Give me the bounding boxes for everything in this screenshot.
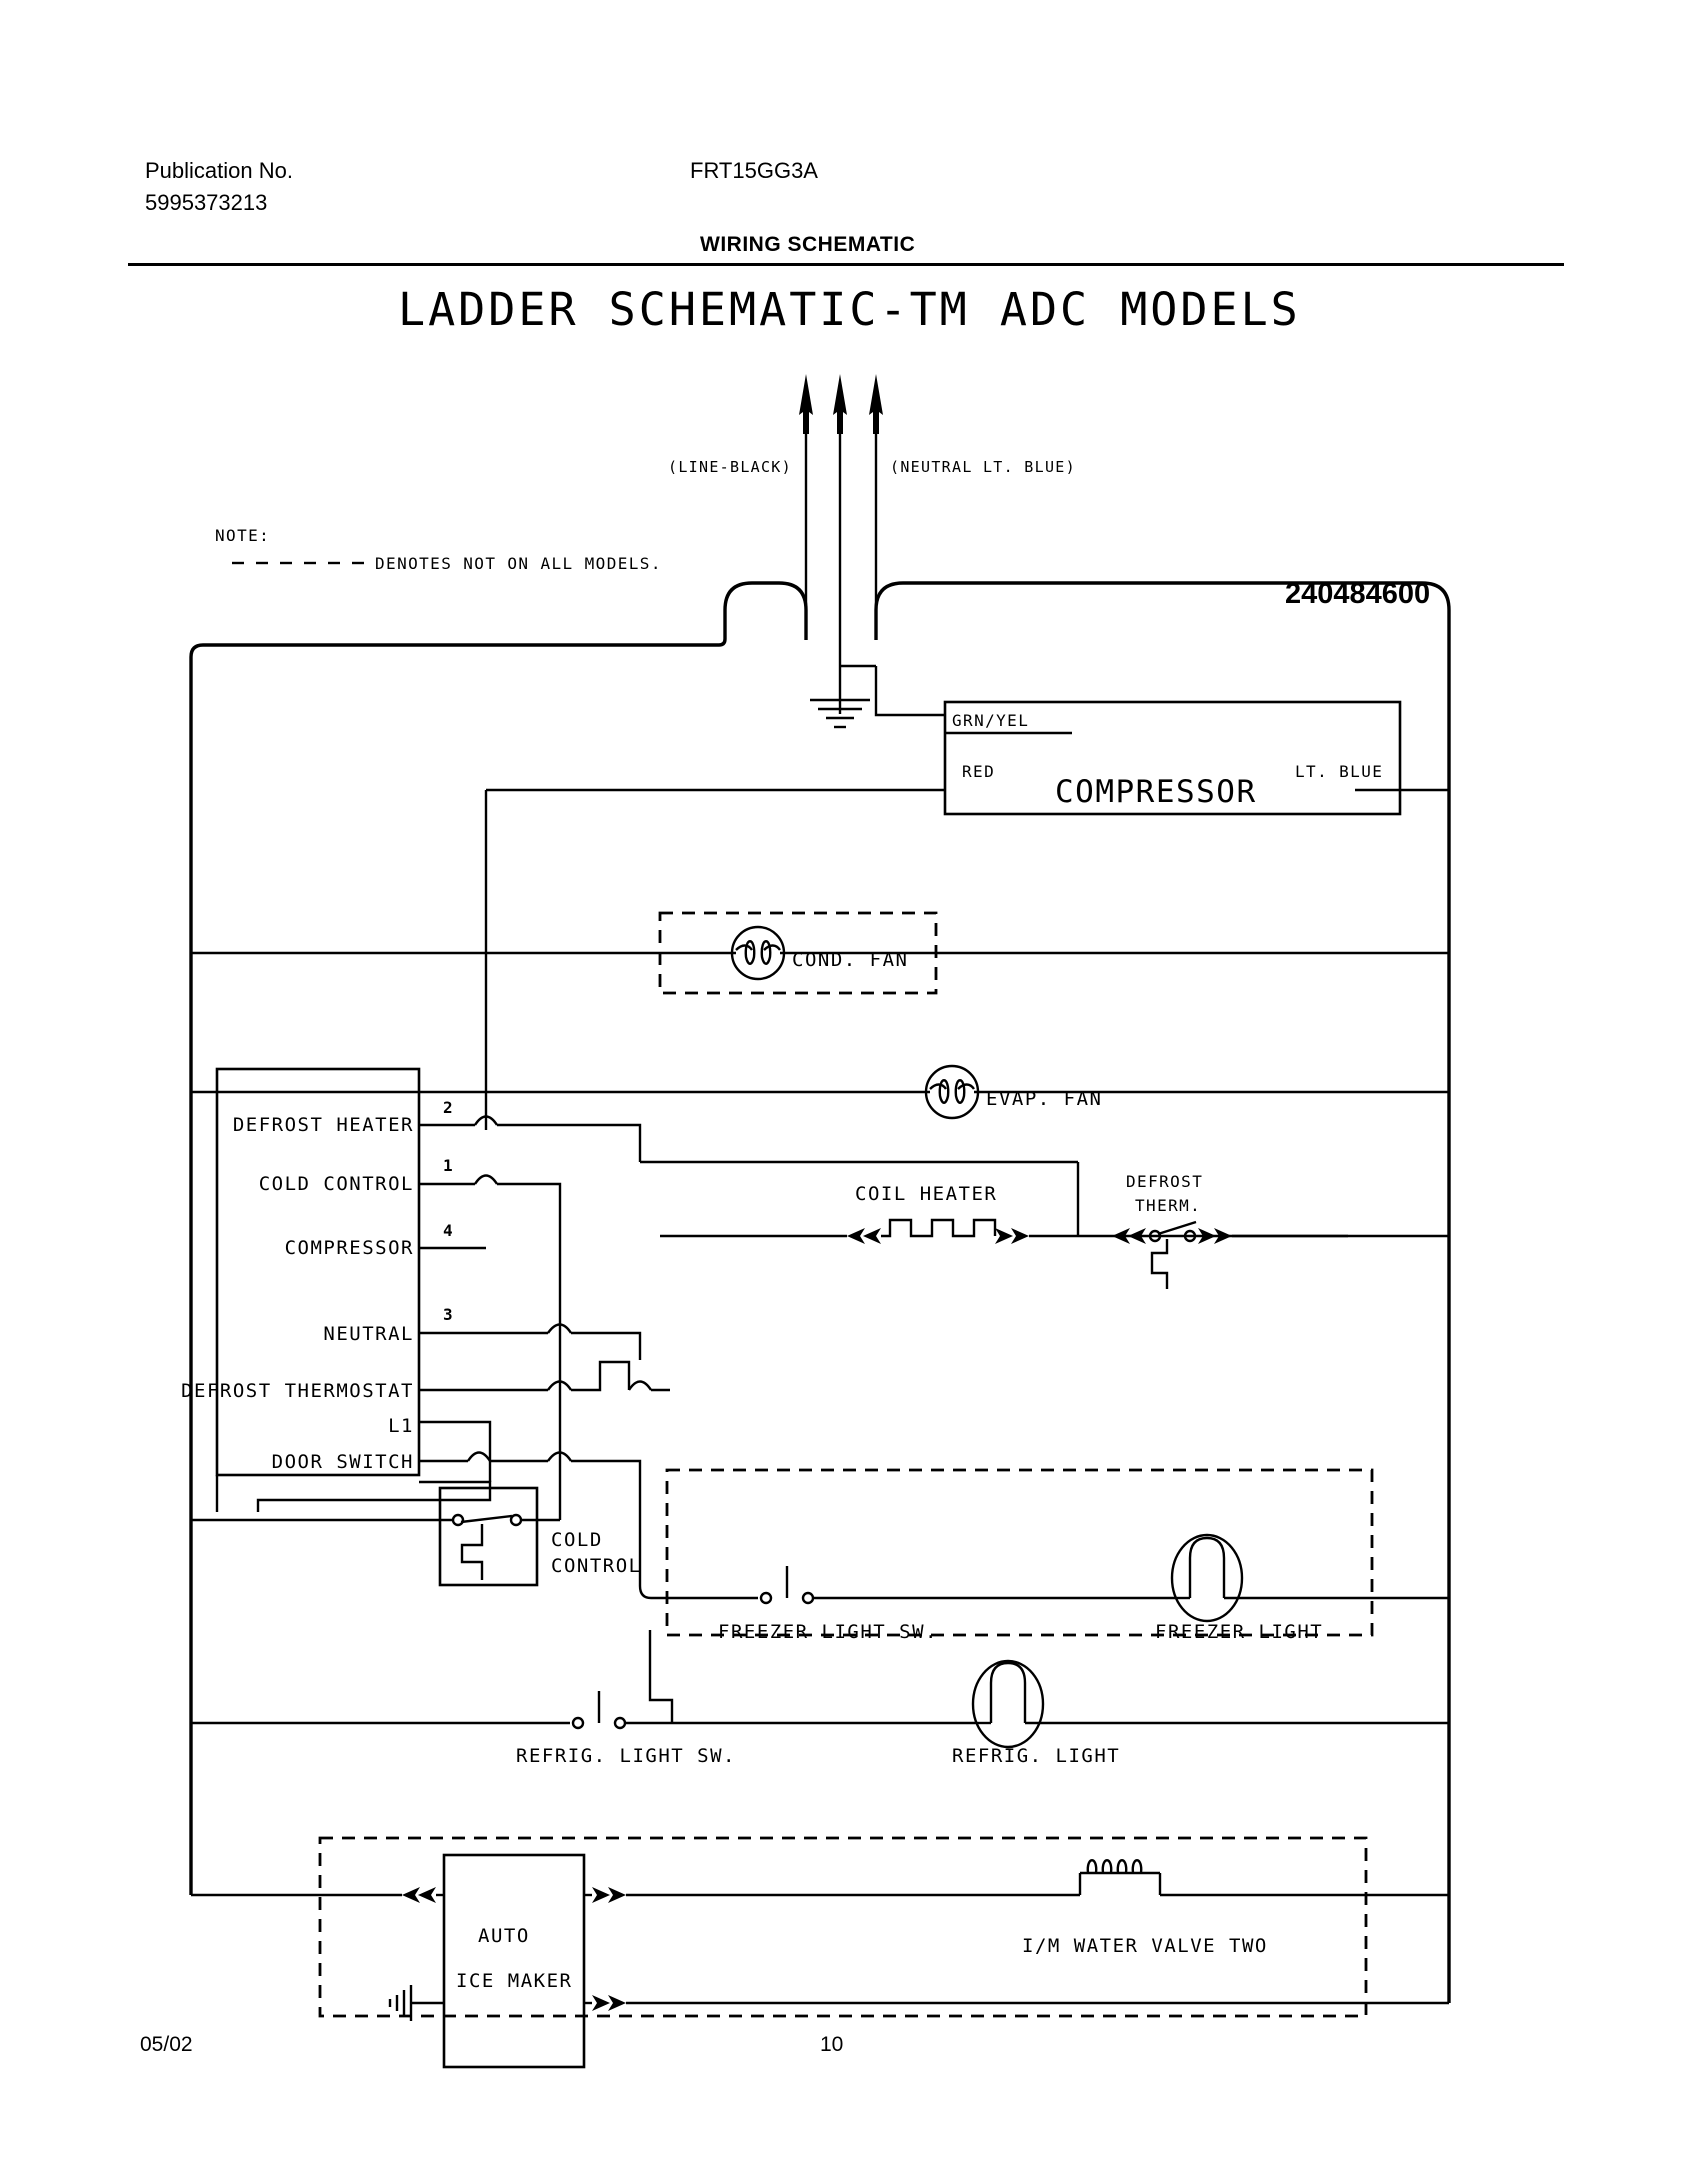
coil-heater-symbol — [847, 1220, 1029, 1244]
freezer-light-lamp-icon — [1172, 1535, 1242, 1621]
terminal-pin-1: 1 — [443, 1156, 455, 1175]
note-text: DENOTES NOT ON ALL MODELS. — [375, 554, 662, 573]
terminal-label-neutral: NEUTRAL — [323, 1323, 414, 1345]
refrig-light-sw-label: REFRIG. LIGHT SW. — [516, 1745, 736, 1767]
ice-maker-left-connector — [402, 1887, 436, 1903]
footer-date: 05/02 — [140, 2033, 193, 2056]
compressor-ltblue-label: LT. BLUE — [1295, 762, 1384, 781]
freezer-light-sw-label: FREEZER LIGHT SW. — [718, 1621, 938, 1643]
im-water-valve-label: I/M WATER VALVE TWO — [1022, 1935, 1268, 1957]
terminal-pin-4: 4 — [443, 1221, 455, 1240]
freezer-light-label: FREEZER LIGHT — [1155, 1621, 1324, 1643]
ice-maker-right-connector-bottom — [592, 1995, 626, 2011]
cond-fan-motor-icon — [732, 927, 784, 979]
defrost-therm-label-2: THERM. — [1135, 1196, 1202, 1215]
im-water-valve-coil-icon — [1080, 1860, 1160, 1895]
terminal-label-compressor: COMPRESSOR — [284, 1237, 414, 1259]
part-number: 240484600 — [1285, 578, 1431, 610]
ground-symbol — [810, 700, 870, 727]
evap-fan-motor-icon — [926, 1066, 978, 1118]
defrost-thermostat-switch — [1112, 1222, 1232, 1289]
compressor-label: COMPRESSOR — [1055, 774, 1257, 810]
cond-fan-label: COND. FAN — [792, 949, 909, 971]
terminal-label-defrost-thermostat: DEFROST THERMOSTAT — [181, 1380, 414, 1402]
cold-control-box — [440, 1488, 537, 1585]
section-title: WIRING SCHEMATIC — [700, 233, 916, 256]
terminal-label-l1: L1 — [388, 1415, 414, 1437]
publication-number: 5995373213 — [145, 190, 268, 215]
footer-page-number: 10 — [820, 2033, 844, 2056]
ice-maker-ground-symbol — [390, 1985, 444, 2021]
cold-control-label-2: CONTROL — [551, 1555, 642, 1577]
ice-maker-right-connector-top — [592, 1887, 626, 1903]
neutral-blue-label: (NEUTRAL LT. BLUE) — [890, 458, 1076, 476]
refrig-light-label: REFRIG. LIGHT — [952, 1745, 1121, 1767]
refrig-light-lamp-icon — [973, 1661, 1043, 1747]
publication-label: Publication No. — [145, 158, 293, 183]
terminal-label-defrost-heater: DEFROST HEATER — [232, 1114, 414, 1136]
terminal-label-cold-control: COLD CONTROL — [258, 1173, 414, 1195]
terminal-label-door-switch: DOOR SWITCH — [271, 1451, 414, 1473]
cold-control-switch — [453, 1515, 521, 1580]
cold-control-label-1: COLD — [551, 1529, 603, 1551]
terminal-pin-3: 3 — [443, 1305, 455, 1324]
line-black-label: (LINE-BLACK) — [668, 458, 792, 476]
compressor-grnyel-label: GRN/YEL — [952, 711, 1030, 730]
auto-ice-maker-label-1: AUTO — [478, 1925, 530, 1947]
coil-heater-label: COIL HEATER — [855, 1183, 998, 1205]
defrost-therm-label-1: DEFROST — [1126, 1172, 1204, 1191]
evap-fan-label: EVAP. FAN — [986, 1088, 1103, 1110]
auto-ice-maker-label-2: ICE MAKER — [456, 1970, 573, 1992]
auto-ice-maker-box — [444, 1855, 584, 2067]
terminal-pin-2: 2 — [443, 1098, 455, 1117]
model-number: FRT15GG3A — [690, 158, 818, 183]
diagram-title: LADDER SCHEMATIC-TM ADC MODELS — [398, 283, 1301, 336]
note-label: NOTE: — [215, 526, 271, 545]
freezer-light-dashed-box — [667, 1470, 1372, 1635]
power-cord-prongs — [799, 374, 883, 700]
compressor-red-label: RED — [962, 762, 996, 781]
